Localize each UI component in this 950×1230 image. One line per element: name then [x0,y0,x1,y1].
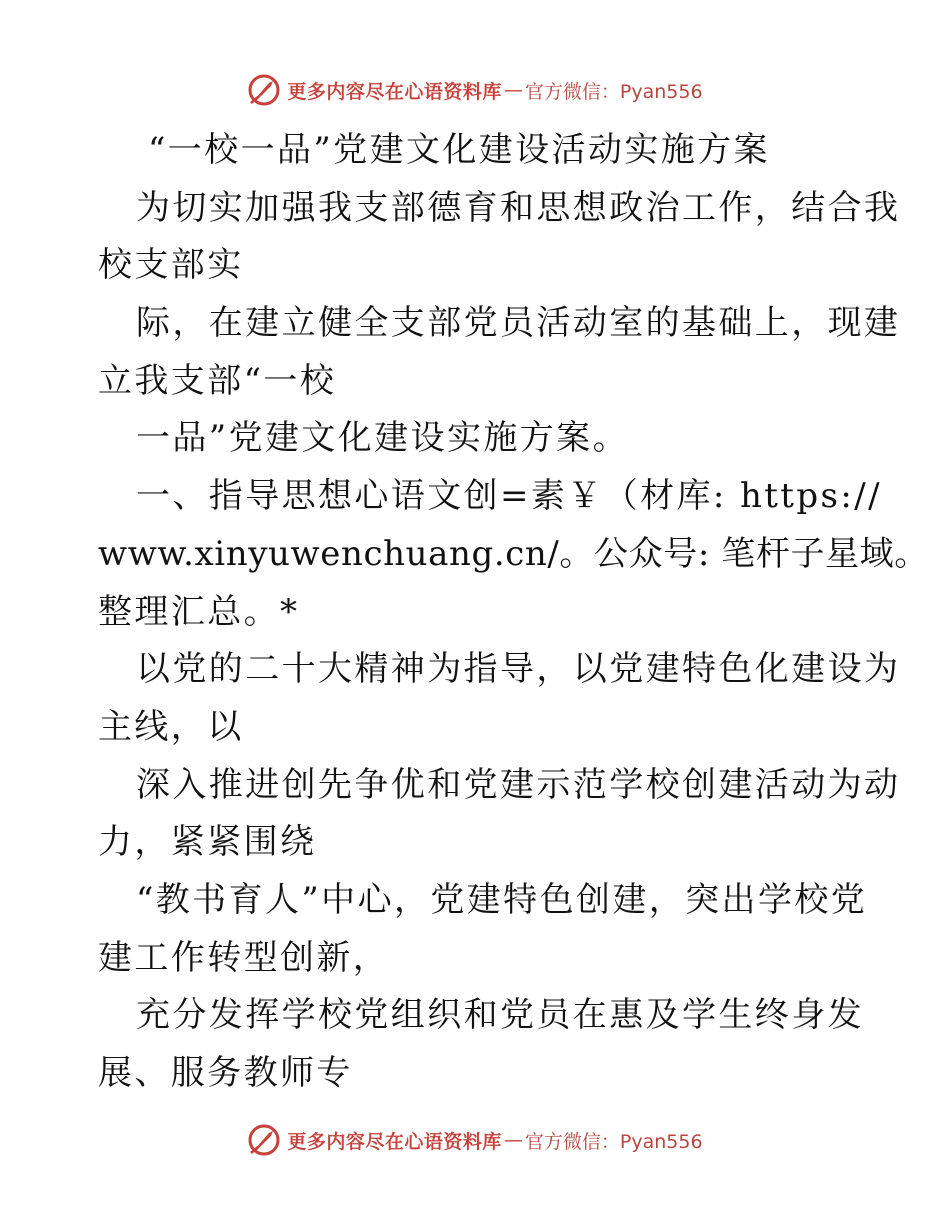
banner-separator: — [503,79,523,101]
paragraph-line: 整理汇总。* [98,591,300,632]
document-title: “一校一品”党建文化建设活动实施方案 [148,130,770,170]
paragraph-line: 以党的二十大精神为指导，以党建特色化建设为 [136,649,901,690]
banner-wechat-text: 官方微信：Pyan556 [524,1130,703,1153]
paragraph-line: 立我支部“一校 [98,360,337,401]
paragraph-line: 建工作转型创新， [98,937,390,978]
section-heading: 一、指导思想心语文创=素￥（材库: https:// [136,476,882,517]
paragraph-line: “教书育人”中心，党建特色创建，突出学校党 [136,879,868,920]
banner-main-text: 更多内容尽在心语资料库 [287,80,502,103]
paragraph-line: 展、服务教师专 [98,1053,353,1093]
paragraph-line: 一品”党建文化建设实施方案。 [136,418,629,459]
feather-pen-logo-icon [247,1123,281,1157]
banner-separator: — [503,1129,523,1151]
paragraph-line: 际，在建立健全支部党员活动室的基础上，现建 [136,303,901,344]
paragraph-line: 力，紧紧围绕 [98,822,317,863]
paragraph-line: 深入推进创先争优和党建示范学校创建活动为动 [136,764,901,805]
paragraph-line: www.xinyuwenchuang.cn/。公众号: 笔杆子星域。 [98,533,929,574]
paragraph-line: 校支部实 [98,245,244,286]
document-body [98,122,929,1103]
paragraph-line: 主线，以 [98,706,244,747]
feather-pen-logo-icon [247,73,281,107]
footer-banner [0,1120,950,1160]
banner-wechat-text: 官方微信：Pyan556 [524,80,703,103]
paragraph-line: 充分发挥学校党组织和党员在惠及学生终身发 [136,995,864,1036]
banner-main-text: 更多内容尽在心语资料库 [287,1130,502,1153]
header-banner [0,70,950,110]
paragraph-line: 为切实加强我支部德育和思想政治工作，结合我 [136,187,901,228]
